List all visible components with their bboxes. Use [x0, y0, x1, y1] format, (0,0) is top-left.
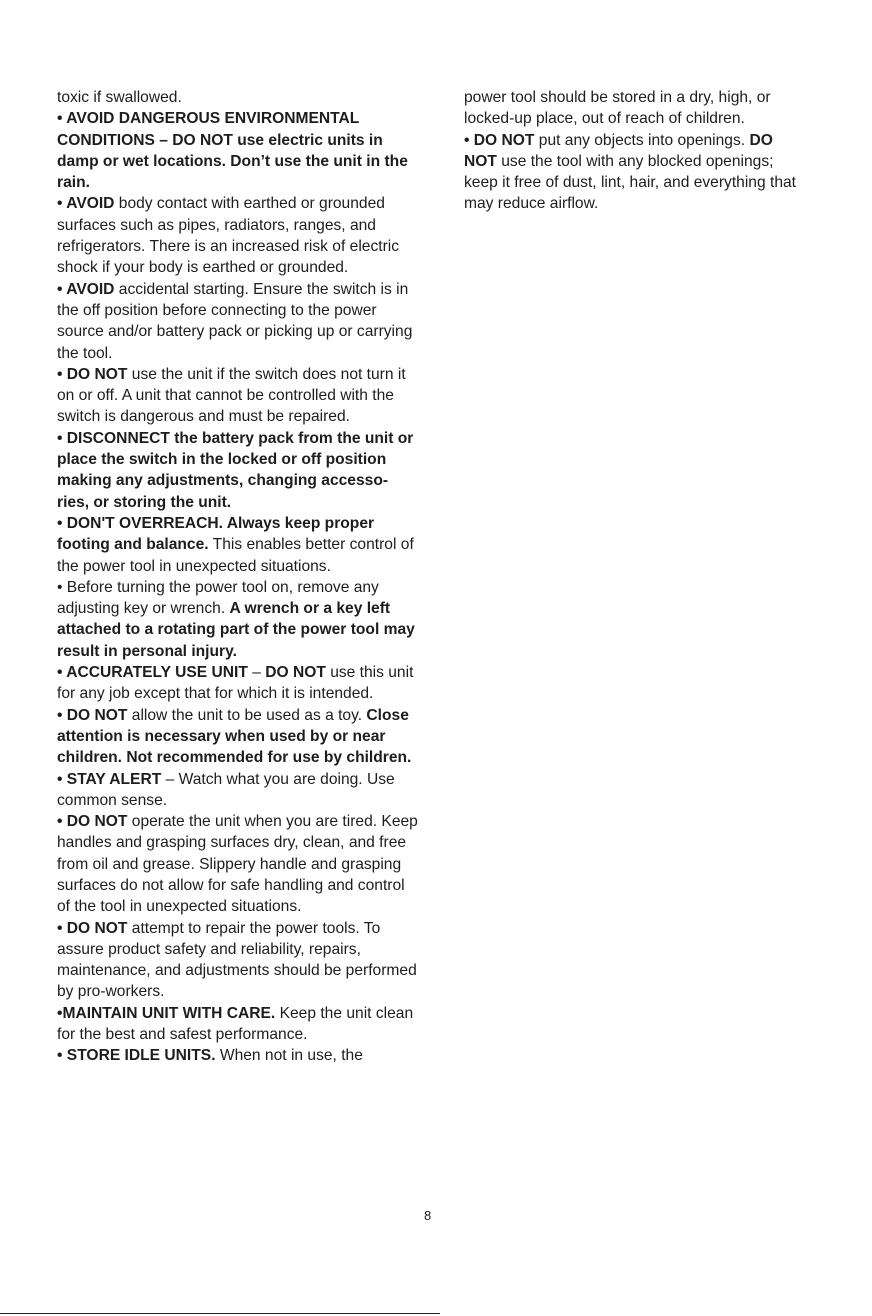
bold-text: • DON'T OVERREACH. Always keep proper footing and balance.: [57, 514, 375, 554]
bold-text: • DO NOT: [57, 706, 128, 724]
bold-text: •MAINTAIN UNIT WITH CARE.: [57, 1004, 276, 1022]
bold-text: • AVOID DANGEROUS ENVIRONMENTAL CONDITIONS – DO NOT use electric units in damp or wet locations. Don’t use the unit in the rain.: [57, 110, 408, 192]
text: – Watch what you are doing. Use common sense.: [57, 770, 395, 809]
text: –: [247, 664, 266, 682]
paragraph: [57, 1003, 419, 1046]
paragraph: [57, 108, 419, 193]
bottom-rule: [0, 1313, 440, 1314]
bold-text: • DISCONNECT the battery pack from the unit or place the switch in the locked or off position making any adjustments, changing accesso-ries, or storing the unit.: [57, 429, 414, 511]
paragraph: [57, 428, 419, 513]
bold-text: • DO NOT: [57, 919, 128, 937]
bold-text: DO NOT: [265, 664, 326, 682]
bold-text: DO NOT: [464, 131, 773, 170]
paragraph: [57, 364, 419, 428]
paragraph: [57, 705, 419, 769]
text: allow the unit to be used as a toy.: [127, 706, 367, 724]
text: Keep the unit clean for the best and safest performance.: [57, 1004, 414, 1044]
text: body contact with earthed or grounded surfaces such as pipes, radiators, ranges, and refrigerators. There is an increased risk of electric shock if your body is earthed or grounded.: [57, 195, 400, 277]
paragraph: [57, 279, 419, 364]
text: use this unit for any job except that for which it is intended.: [57, 664, 414, 703]
paragraph: [57, 513, 419, 577]
paragraph: [57, 87, 419, 108]
bold-text: • AVOID: [57, 280, 115, 298]
bold-text: • DO NOT: [57, 813, 128, 831]
text: • Before turning the power tool on, remove any adjusting key or wrench.: [57, 578, 379, 618]
text: accidental starting. Ensure the switch is in the off position before connecting to the power source and/or battery pack or picking up or carrying the tool.: [57, 280, 413, 362]
text: power tool should be stored in a dry, high, or locked-up place, out of reach of children.: [464, 89, 771, 128]
paragraph: [57, 811, 419, 917]
text: put any objects into openings.: [534, 131, 750, 149]
paragraph: [57, 577, 419, 662]
bold-text: Close attention is necessary when used by or near children. Not recommended for use by children.: [57, 706, 412, 767]
text: When not in use, the: [215, 1047, 363, 1065]
bold-text: • DO NOT: [57, 365, 128, 383]
text: toxic if swallowed.: [57, 89, 182, 106]
text: attempt to repair the power tools. To assure product safety and reliability, repairs, maintenance, and adjustments should be performed by pro-workers.: [57, 919, 417, 1001]
bold-text: • AVOID: [57, 195, 115, 213]
bold-text: • DO NOT: [464, 131, 535, 149]
right-column: [464, 87, 804, 215]
page-number: 8: [424, 1208, 432, 1223]
bold-text: • STORE IDLE UNITS.: [57, 1047, 216, 1065]
paragraph: [57, 193, 419, 278]
left-column: [57, 87, 419, 1067]
text: use the tool with any blocked openings; keep it free of dust, lint, hair, and everything that may reduce airflow.: [464, 152, 796, 213]
bold-text: • ACCURATELY USE UNIT: [57, 664, 248, 682]
text: This enables better control of the power tool in unexpected situations.: [57, 536, 414, 575]
paragraph: [57, 769, 419, 812]
paragraph: [57, 1045, 419, 1066]
paragraph: [464, 87, 804, 130]
bold-text: A wrench or a key left attached to a rotating part of the power tool may result in personal injury.: [57, 600, 415, 660]
text: operate the unit when you are tired. Keep handles and grasping surfaces dry, clean, and free from oil and grease. Slippery handle and grasping surfaces do not allow for safe handling and control of the tool in unexpected situations.: [57, 813, 418, 916]
paragraph: [57, 918, 419, 1003]
bold-text: • STAY ALERT: [57, 770, 162, 788]
text: use the unit if the switch does not turn it on or off. A unit that cannot be controlled with the switch is dangerous and must be repaired.: [57, 365, 406, 426]
paragraph: [57, 662, 419, 705]
paragraph: [464, 130, 804, 215]
